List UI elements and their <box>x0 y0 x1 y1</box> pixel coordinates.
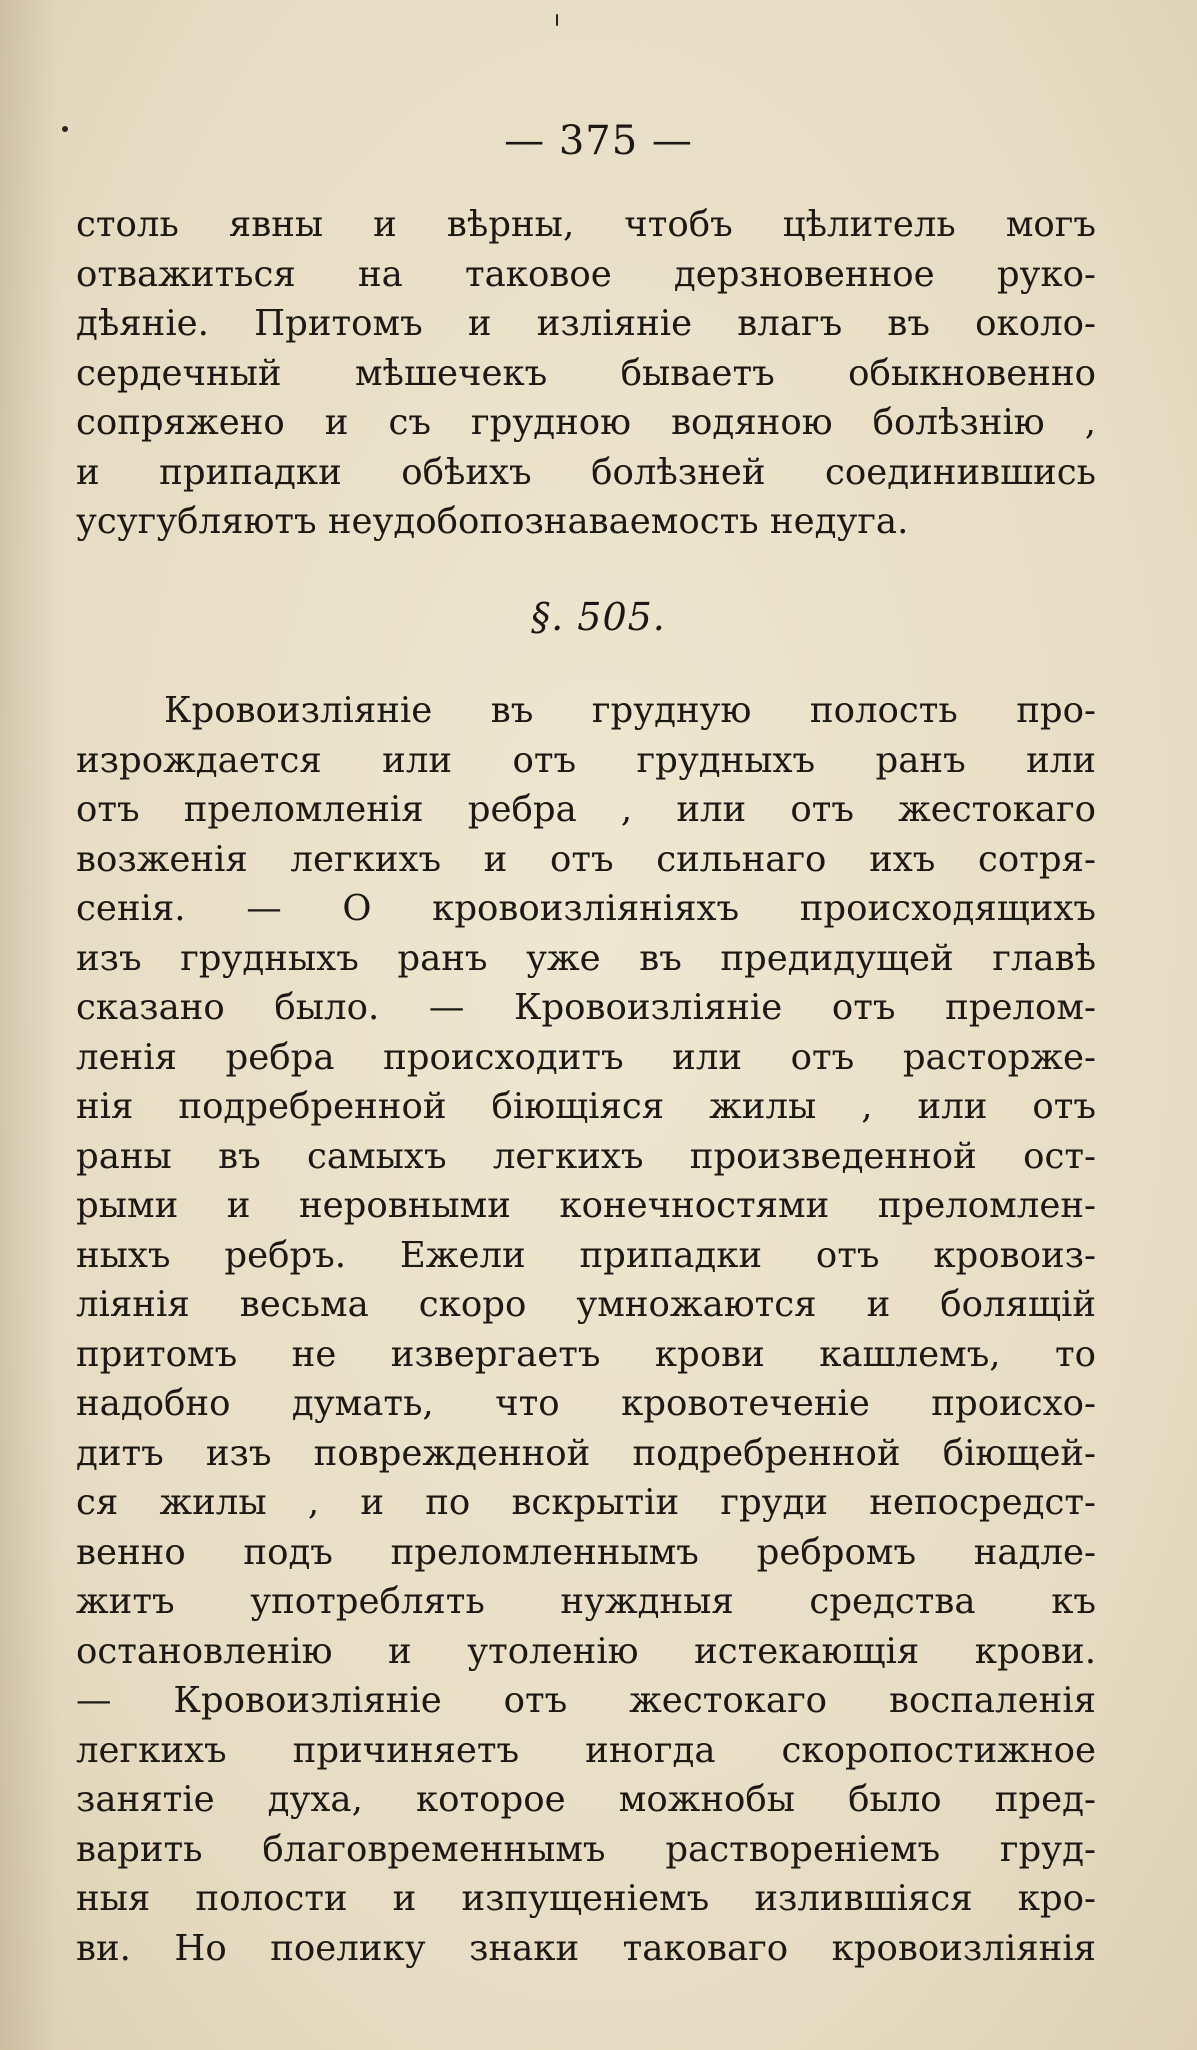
text-line: рыми и неровными конечностями преломлен- <box>76 1185 1096 1226</box>
text-line: ныхъ ребръ. Ежели припадки отъ кровоиз- <box>76 1234 1096 1276</box>
text-line: ленія ребра происходитъ или отъ расторже- <box>76 1036 1096 1078</box>
text-line: ви. Но поелику знаки таковаго кровоизліянія <box>76 1927 1096 1969</box>
text-line: дитъ изъ поврежденной подребренной біющей- <box>76 1432 1096 1474</box>
text-line: и припадки обѣихъ болѣзней соединившись <box>76 451 1096 493</box>
text-line: надобно думать, что кровотеченіе происхо- <box>76 1383 1096 1424</box>
text-line: притомъ не извергаетъ крови кашлемъ, то <box>76 1333 1096 1375</box>
text-line: сказано было. — Кровоизліяніе отъ прелом- <box>76 987 1096 1028</box>
text-line: ныя полости и изпущеніемъ излившіяся кро- <box>76 1878 1096 1919</box>
text-line: ліянія весьма скоро умножаются и болящій <box>76 1284 1096 1325</box>
text-line: усугубляютъ неудобопознаваемость недуга. <box>76 501 909 542</box>
text-line: сопряжено и съ грудною водяною болѣзнію , <box>76 402 1096 443</box>
text-line: отъ преломленія ребра , или отъ жестокаго <box>76 789 1096 830</box>
text-line: ся жилы , и по вскрытіи груди непосредст- <box>76 1482 1096 1523</box>
text-line: Кровоизліяніе въ грудную полость про- <box>164 690 1096 731</box>
paragraph-section-505 <box>76 686 1096 1973</box>
text-line: остановленію и утоленію истекающія крови. <box>76 1630 1096 1672</box>
text-line: возженія легкихъ и отъ сильнаго ихъ сотря- <box>76 838 1096 880</box>
text-line: сердечный мѣшечекъ бываетъ обыкновенно <box>76 352 1096 394</box>
text-line: изрождается или отъ грудныхъ ранъ или <box>76 739 1096 781</box>
text-line: варить благовременнымъ раствореніемъ груд- <box>76 1828 1096 1870</box>
text-line: житъ употреблять нуждныя средства къ <box>76 1581 1096 1622</box>
text-line: дѣяніе. Притомъ и изліяніе влагъ въ около- <box>76 303 1096 344</box>
text-line: изъ грудныхъ ранъ уже въ предидущей главѣ <box>76 937 1096 979</box>
ink-speck <box>556 14 558 26</box>
text-line: отважиться на таковое дерзновенное руко- <box>76 253 1096 295</box>
text-line: сенія. — О кровоизліяніяхъ происходящихъ <box>76 888 1096 929</box>
text-line: раны въ самыхъ легкихъ произведенной ост- <box>76 1135 1096 1177</box>
text-line: нія подребренной біющіяся жилы , или отъ <box>76 1086 1096 1127</box>
text-line: венно подъ преломленнымъ ребромъ надле- <box>76 1531 1096 1573</box>
text-line: столь явны и вѣрны, чтобъ цѣлитель могъ <box>76 204 1096 245</box>
text-line: — Кровоизліяніе отъ жестокаго воспаленія <box>76 1680 1096 1721</box>
paragraph-continued <box>76 200 1096 547</box>
page-shadow <box>0 0 60 2050</box>
page-number: — 375 — <box>504 118 693 164</box>
text-line: легкихъ причиняетъ иногда скоропостижное <box>76 1729 1096 1771</box>
text-line: занятіе духа, которое можнобы было пред- <box>76 1779 1096 1820</box>
section-number: §. 505. <box>531 595 666 639</box>
